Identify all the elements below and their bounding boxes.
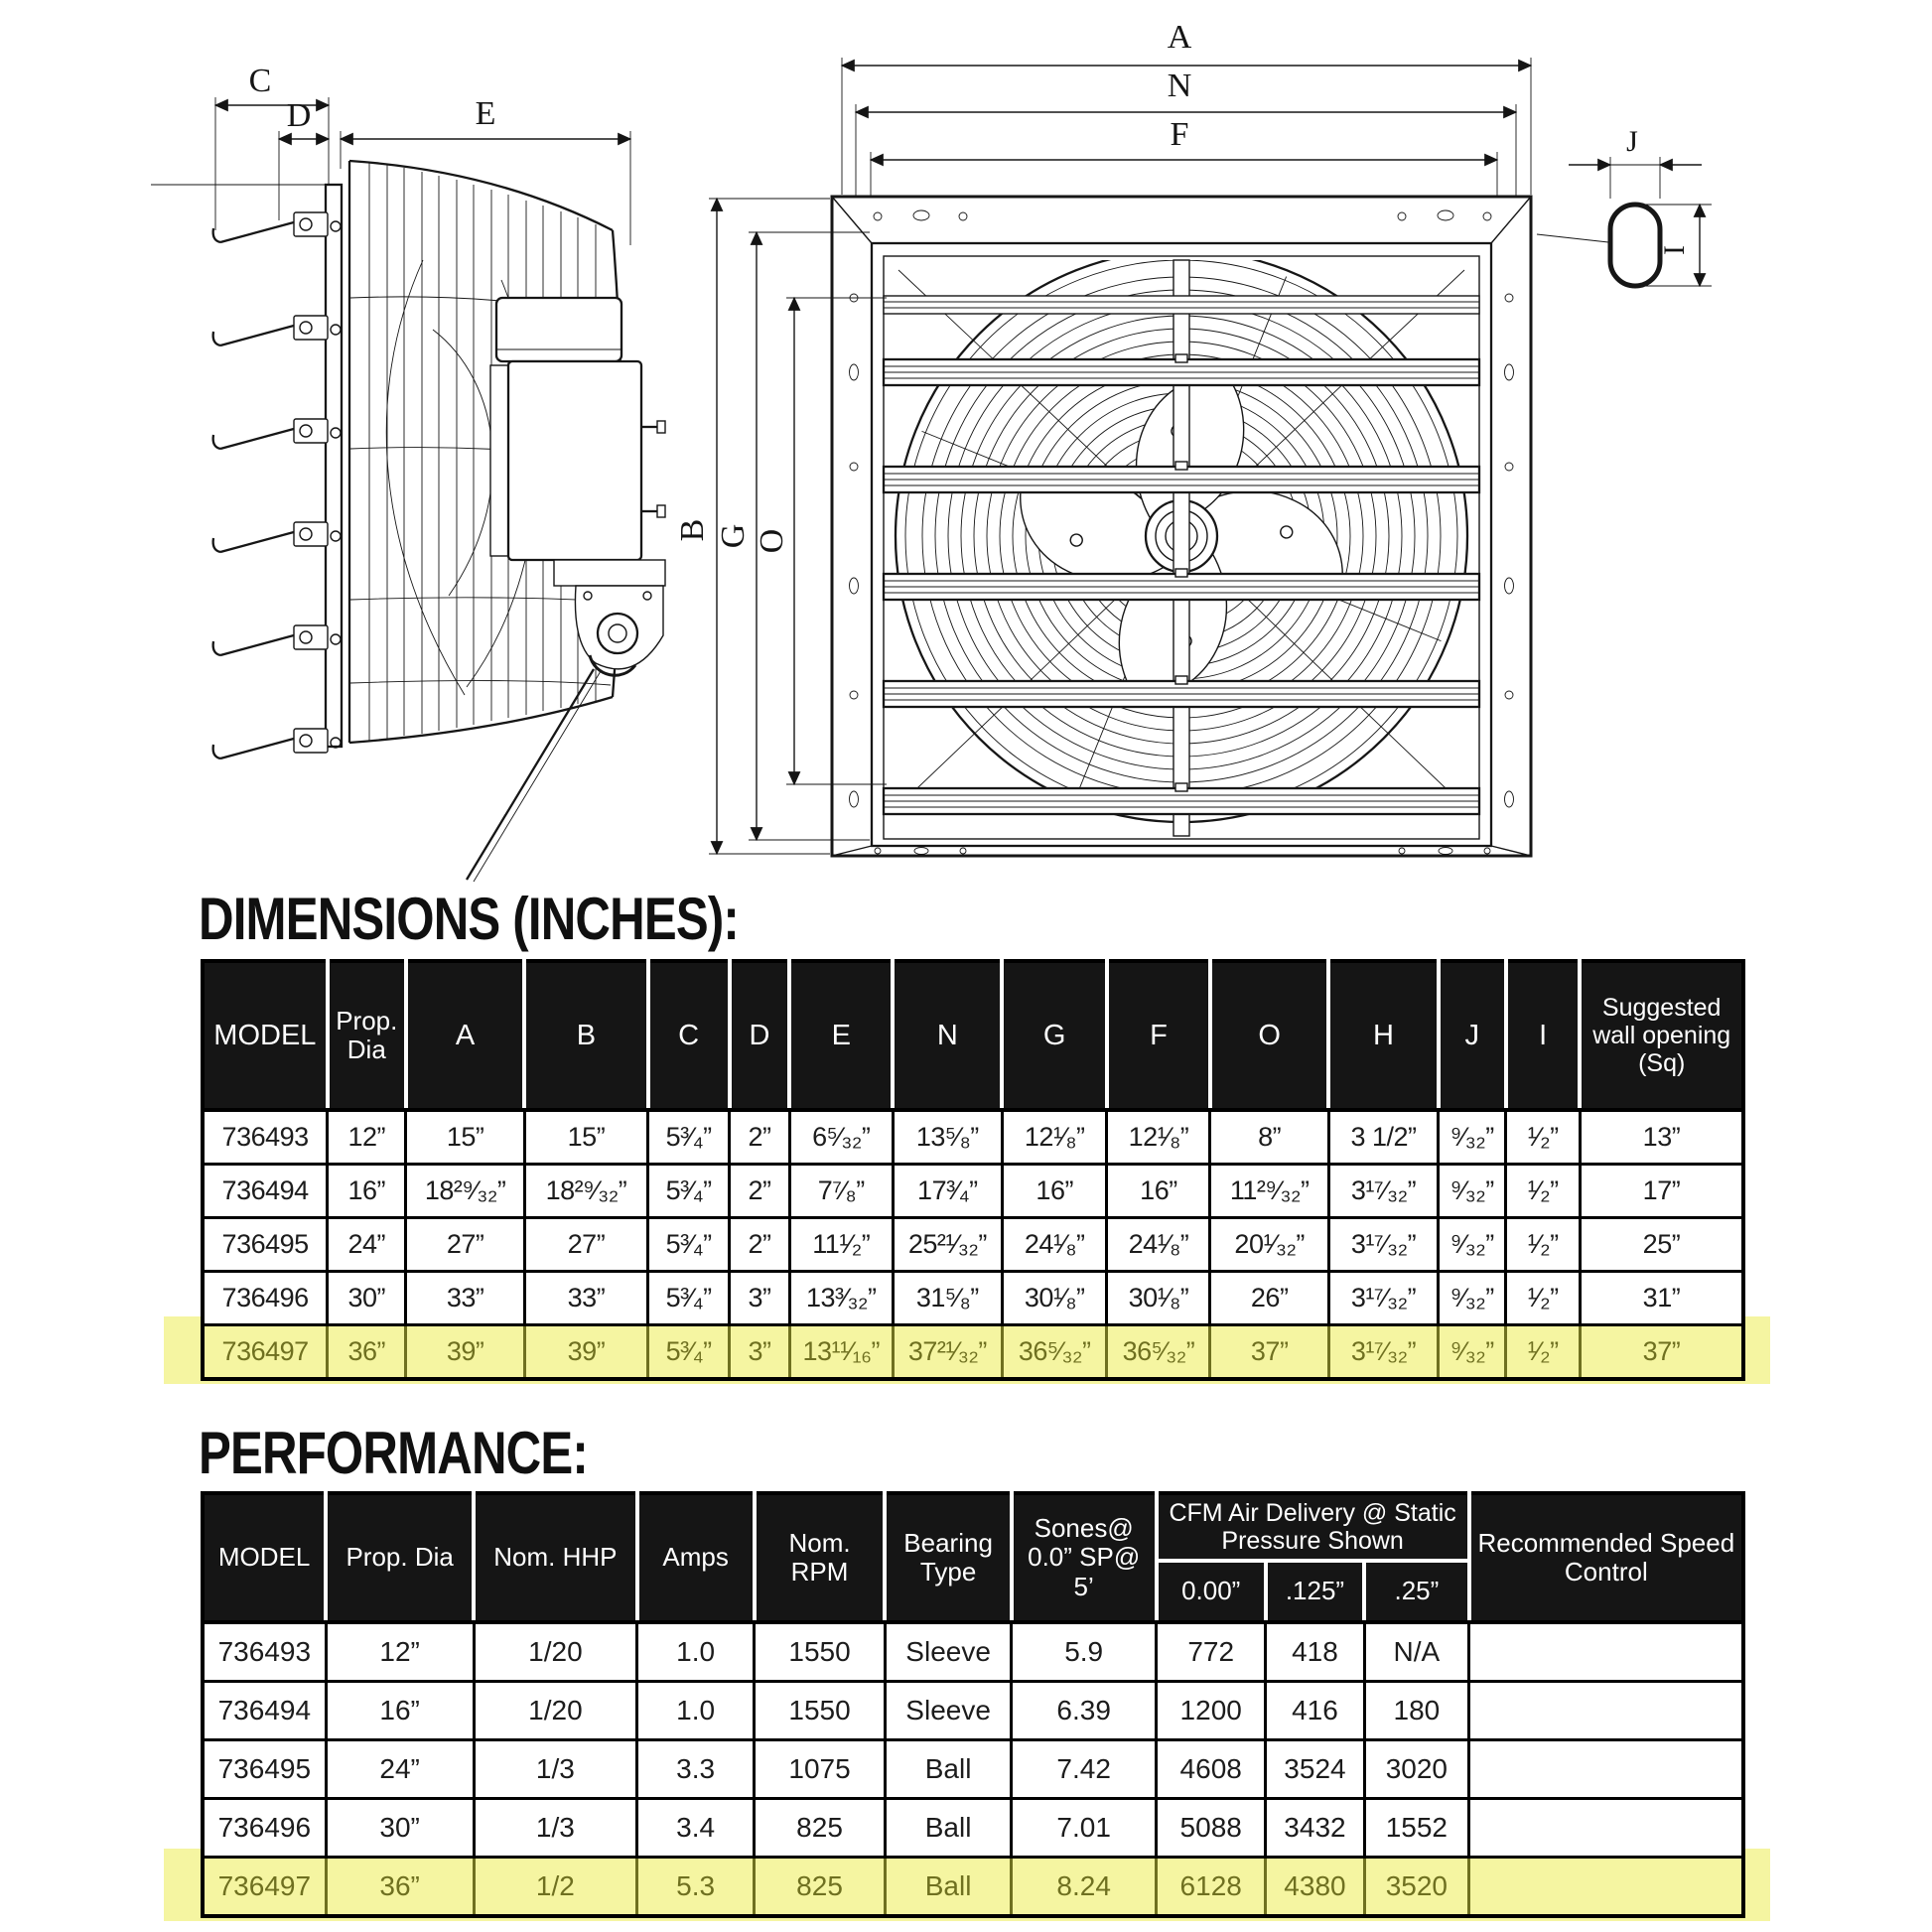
table-cell: 736496 [203, 1799, 326, 1858]
table-cell: 6.39 [1012, 1682, 1157, 1740]
column-header: C [648, 961, 730, 1110]
table-cell: ¹⁄₂” [1506, 1165, 1580, 1218]
table-cell: ¹⁄₂” [1506, 1110, 1580, 1165]
table-cell: 30” [326, 1799, 474, 1858]
table-cell: 1200 [1157, 1682, 1266, 1740]
motor-assembly [467, 298, 665, 882]
dimensions-heading: DIMENSIONS (INCHES): [199, 886, 739, 952]
column-group-header: CFM Air Delivery @ Static Pressure Shown [1157, 1493, 1469, 1561]
front-view-drawing [674, 19, 1531, 856]
table-cell: 1.0 [637, 1622, 755, 1682]
dim-label-b: B [674, 518, 711, 542]
table-cell: 825 [755, 1858, 886, 1917]
table-cell: 3524 [1266, 1740, 1364, 1799]
dim-label-e: E [475, 95, 496, 132]
table-cell: 17” [1580, 1165, 1743, 1218]
column-header: G [1002, 961, 1107, 1110]
table-cell: 31⁵⁄₈” [893, 1272, 1002, 1325]
table-cell [1469, 1682, 1743, 1740]
table-cell: 1075 [755, 1740, 886, 1799]
table-cell: 15” [406, 1110, 525, 1165]
table-cell: 25²¹⁄₃₂” [893, 1218, 1002, 1272]
table-cell: Sleeve [885, 1682, 1011, 1740]
column-header: J [1439, 961, 1506, 1110]
table-cell: 1552 [1364, 1799, 1469, 1858]
table-row [203, 1799, 1743, 1858]
performance-table [201, 1491, 1745, 1918]
performance-heading: PERFORMANCE: [199, 1420, 588, 1486]
dim-label-c: C [248, 63, 272, 99]
table-cell: 39” [524, 1325, 647, 1380]
table-cell: 6⁵⁄₃₂” [789, 1110, 893, 1165]
table-cell: 24¹⁄₈” [1107, 1218, 1210, 1272]
table-cell: 2” [730, 1110, 790, 1165]
table-cell: 30¹⁄₈” [1107, 1272, 1210, 1325]
table-cell: 13” [1580, 1110, 1743, 1165]
table-cell: 20¹⁄₃₂” [1210, 1218, 1329, 1272]
column-header: I [1506, 961, 1580, 1110]
table-cell: 26” [1210, 1272, 1329, 1325]
table-cell: 11²⁹⁄₃₂” [1210, 1165, 1329, 1218]
table-cell: 33” [524, 1272, 647, 1325]
table-cell: 1.0 [637, 1682, 755, 1740]
table-row-highlighted [203, 1325, 1743, 1380]
table-cell: Ball [885, 1740, 1011, 1799]
column-header: Prop. Dia [328, 961, 406, 1110]
table-cell: 4380 [1266, 1858, 1364, 1917]
table-cell: 16” [1002, 1165, 1107, 1218]
table-cell: 30” [328, 1272, 406, 1325]
table-row [203, 1165, 1743, 1218]
column-header: H [1328, 961, 1438, 1110]
table-cell: 37²¹⁄₃₂” [893, 1325, 1002, 1380]
table-cell: Ball [885, 1799, 1011, 1858]
table-cell: ⁹⁄₃₂” [1439, 1110, 1506, 1165]
table-cell: 24” [326, 1740, 474, 1799]
table-cell: 6128 [1157, 1858, 1266, 1917]
table-header-row [203, 1493, 1743, 1561]
table-cell: 25” [1580, 1218, 1743, 1272]
table-cell [1469, 1740, 1743, 1799]
table-cell: Sleeve [885, 1622, 1011, 1682]
column-header: Sones@ 0.0” SP@ 5’ [1012, 1493, 1157, 1622]
column-header: D [730, 961, 790, 1110]
table-cell: 736493 [203, 1622, 326, 1682]
table-cell: 11¹⁄₂” [789, 1218, 893, 1272]
technical-drawing [0, 0, 1932, 886]
table-cell: 24” [328, 1218, 406, 1272]
table-cell: 13⁵⁄₈” [893, 1110, 1002, 1165]
column-header: Nom. RPM [755, 1493, 886, 1622]
table-cell: N/A [1364, 1622, 1469, 1682]
table-cell: 37” [1580, 1325, 1743, 1380]
table-cell: 7.01 [1012, 1799, 1157, 1858]
dim-label-n: N [1167, 68, 1192, 104]
dim-label-o: O [754, 528, 790, 554]
table-cell: 180 [1364, 1682, 1469, 1740]
table-cell: 33” [406, 1272, 525, 1325]
dim-label-i: I [1658, 245, 1691, 255]
column-header: N [893, 961, 1002, 1110]
table-cell: 736494 [203, 1165, 328, 1218]
table-cell: 3 1/2” [1328, 1110, 1438, 1165]
table-cell: 1/3 [474, 1740, 637, 1799]
table-cell: 30¹⁄₈” [1002, 1272, 1107, 1325]
table-cell: 3520 [1364, 1858, 1469, 1917]
table-cell: 7.42 [1012, 1740, 1157, 1799]
dim-label-a: A [1167, 19, 1192, 56]
table-cell: 3.3 [637, 1740, 755, 1799]
table-cell: ¹⁄₂” [1506, 1325, 1580, 1380]
table-cell: 1/3 [474, 1799, 637, 1858]
table-cell: 12¹⁄₈” [1107, 1110, 1210, 1165]
table-cell: 5³⁄₄” [648, 1325, 730, 1380]
table-cell: 3020 [1364, 1740, 1469, 1799]
table-cell: 5³⁄₄” [648, 1218, 730, 1272]
table-cell: 12” [328, 1110, 406, 1165]
table-cell: 5³⁄₄” [648, 1110, 730, 1165]
table-cell: 15” [524, 1110, 647, 1165]
table-cell: 3” [730, 1272, 790, 1325]
table-cell: 8” [1210, 1110, 1329, 1165]
table-cell: 1/20 [474, 1682, 637, 1740]
table-cell: ¹⁄₂” [1506, 1272, 1580, 1325]
table-cell: 1550 [755, 1682, 886, 1740]
table-cell: 27” [524, 1218, 647, 1272]
table-row [203, 1218, 1743, 1272]
table-cell: ⁹⁄₃₂” [1439, 1325, 1506, 1380]
table-cell: 5³⁄₄” [648, 1165, 730, 1218]
table-cell: 736497 [203, 1858, 326, 1917]
column-header: .25” [1364, 1561, 1469, 1622]
table-cell: 3432 [1266, 1799, 1364, 1858]
table-cell [1469, 1858, 1743, 1917]
table-cell: 416 [1266, 1682, 1364, 1740]
table-cell: 736495 [203, 1740, 326, 1799]
column-header: Suggested wall opening (Sq) [1580, 961, 1743, 1110]
table-cell: 36⁵⁄₃₂” [1002, 1325, 1107, 1380]
dimensions-table [201, 959, 1745, 1381]
dim-label-f: F [1170, 116, 1189, 153]
table-cell: 1550 [755, 1622, 886, 1682]
table-cell: 3.4 [637, 1799, 755, 1858]
table-cell: 3¹⁷⁄₃₂” [1328, 1218, 1438, 1272]
table-cell: 5.3 [637, 1858, 755, 1917]
column-header: 0.00” [1157, 1561, 1266, 1622]
dim-label-j: J [1626, 125, 1638, 158]
column-header: .125” [1266, 1561, 1364, 1622]
table-cell: 13¹¹⁄₁₆” [789, 1325, 893, 1380]
column-header: Prop. Dia [326, 1493, 474, 1622]
table-cell: 418 [1266, 1622, 1364, 1682]
table-cell: Ball [885, 1858, 1011, 1917]
column-header: Nom. HHP [474, 1493, 637, 1622]
table-cell: 36⁵⁄₃₂” [1107, 1325, 1210, 1380]
table-cell: ⁹⁄₃₂” [1439, 1272, 1506, 1325]
table-cell: 12¹⁄₈” [1002, 1110, 1107, 1165]
table-cell: 1/2 [474, 1858, 637, 1917]
table-cell: 4608 [1157, 1740, 1266, 1799]
table-cell [1469, 1622, 1743, 1682]
table-cell: 1/20 [474, 1622, 637, 1682]
column-header: E [789, 961, 893, 1110]
table-cell [1469, 1799, 1743, 1858]
table-cell: 736497 [203, 1325, 328, 1380]
table-cell: 3¹⁷⁄₃₂” [1328, 1325, 1438, 1380]
column-header: F [1107, 961, 1210, 1110]
table-row [203, 1110, 1743, 1165]
table-cell: 27” [406, 1218, 525, 1272]
table-cell: 5.9 [1012, 1622, 1157, 1682]
table-cell: 18²⁹⁄₃₂” [406, 1165, 525, 1218]
column-header: A [406, 961, 525, 1110]
table-row-highlighted [203, 1858, 1743, 1917]
table-cell: 36” [328, 1325, 406, 1380]
table-cell: 31” [1580, 1272, 1743, 1325]
table-row [203, 1682, 1743, 1740]
table-cell: 5088 [1157, 1799, 1266, 1858]
table-cell: 18²⁹⁄₃₂” [524, 1165, 647, 1218]
table-cell: 36” [326, 1858, 474, 1917]
table-header-row [203, 961, 1743, 1110]
table-cell: 736496 [203, 1272, 328, 1325]
table-row [203, 1740, 1743, 1799]
louver-flaps [213, 212, 341, 759]
slot-detail-drawing [1537, 125, 1712, 286]
column-header: MODEL [203, 1493, 326, 1622]
table-cell: 2” [730, 1165, 790, 1218]
table-cell: 3¹⁷⁄₃₂” [1328, 1272, 1438, 1325]
table-cell: 13³⁄₃₂” [789, 1272, 893, 1325]
table-cell: 825 [755, 1799, 886, 1858]
column-header: Recommended Speed Control [1469, 1493, 1743, 1622]
table-cell: 17³⁄₄” [893, 1165, 1002, 1218]
table-cell: 736494 [203, 1682, 326, 1740]
table-cell: 736495 [203, 1218, 328, 1272]
table-cell: 16” [326, 1682, 474, 1740]
table-cell: 772 [1157, 1622, 1266, 1682]
table-cell: 7⁷⁄₈” [789, 1165, 893, 1218]
column-header: O [1210, 961, 1329, 1110]
table-cell: 37” [1210, 1325, 1329, 1380]
side-view-drawing [151, 63, 665, 882]
table-cell: ¹⁄₂” [1506, 1218, 1580, 1272]
table-cell: 2” [730, 1218, 790, 1272]
dim-label-g: G [715, 523, 752, 549]
dim-label-d: D [286, 97, 312, 134]
column-header: Amps [637, 1493, 755, 1622]
table-cell: 24¹⁄₈” [1002, 1218, 1107, 1272]
table-cell: 3¹⁷⁄₃₂” [1328, 1165, 1438, 1218]
table-cell: 5³⁄₄” [648, 1272, 730, 1325]
table-cell: 736493 [203, 1110, 328, 1165]
column-header: Bearing Type [885, 1493, 1011, 1622]
table-cell: ⁹⁄₃₂” [1439, 1218, 1506, 1272]
table-cell: ⁹⁄₃₂” [1439, 1165, 1506, 1218]
column-header: B [524, 961, 647, 1110]
table-cell: 16” [328, 1165, 406, 1218]
table-row [203, 1622, 1743, 1682]
table-row [203, 1272, 1743, 1325]
table-cell: 39” [406, 1325, 525, 1380]
table-cell: 8.24 [1012, 1858, 1157, 1917]
table-cell: 3” [730, 1325, 790, 1380]
table-cell: 12” [326, 1622, 474, 1682]
table-cell: 16” [1107, 1165, 1210, 1218]
column-header: MODEL [203, 961, 328, 1110]
